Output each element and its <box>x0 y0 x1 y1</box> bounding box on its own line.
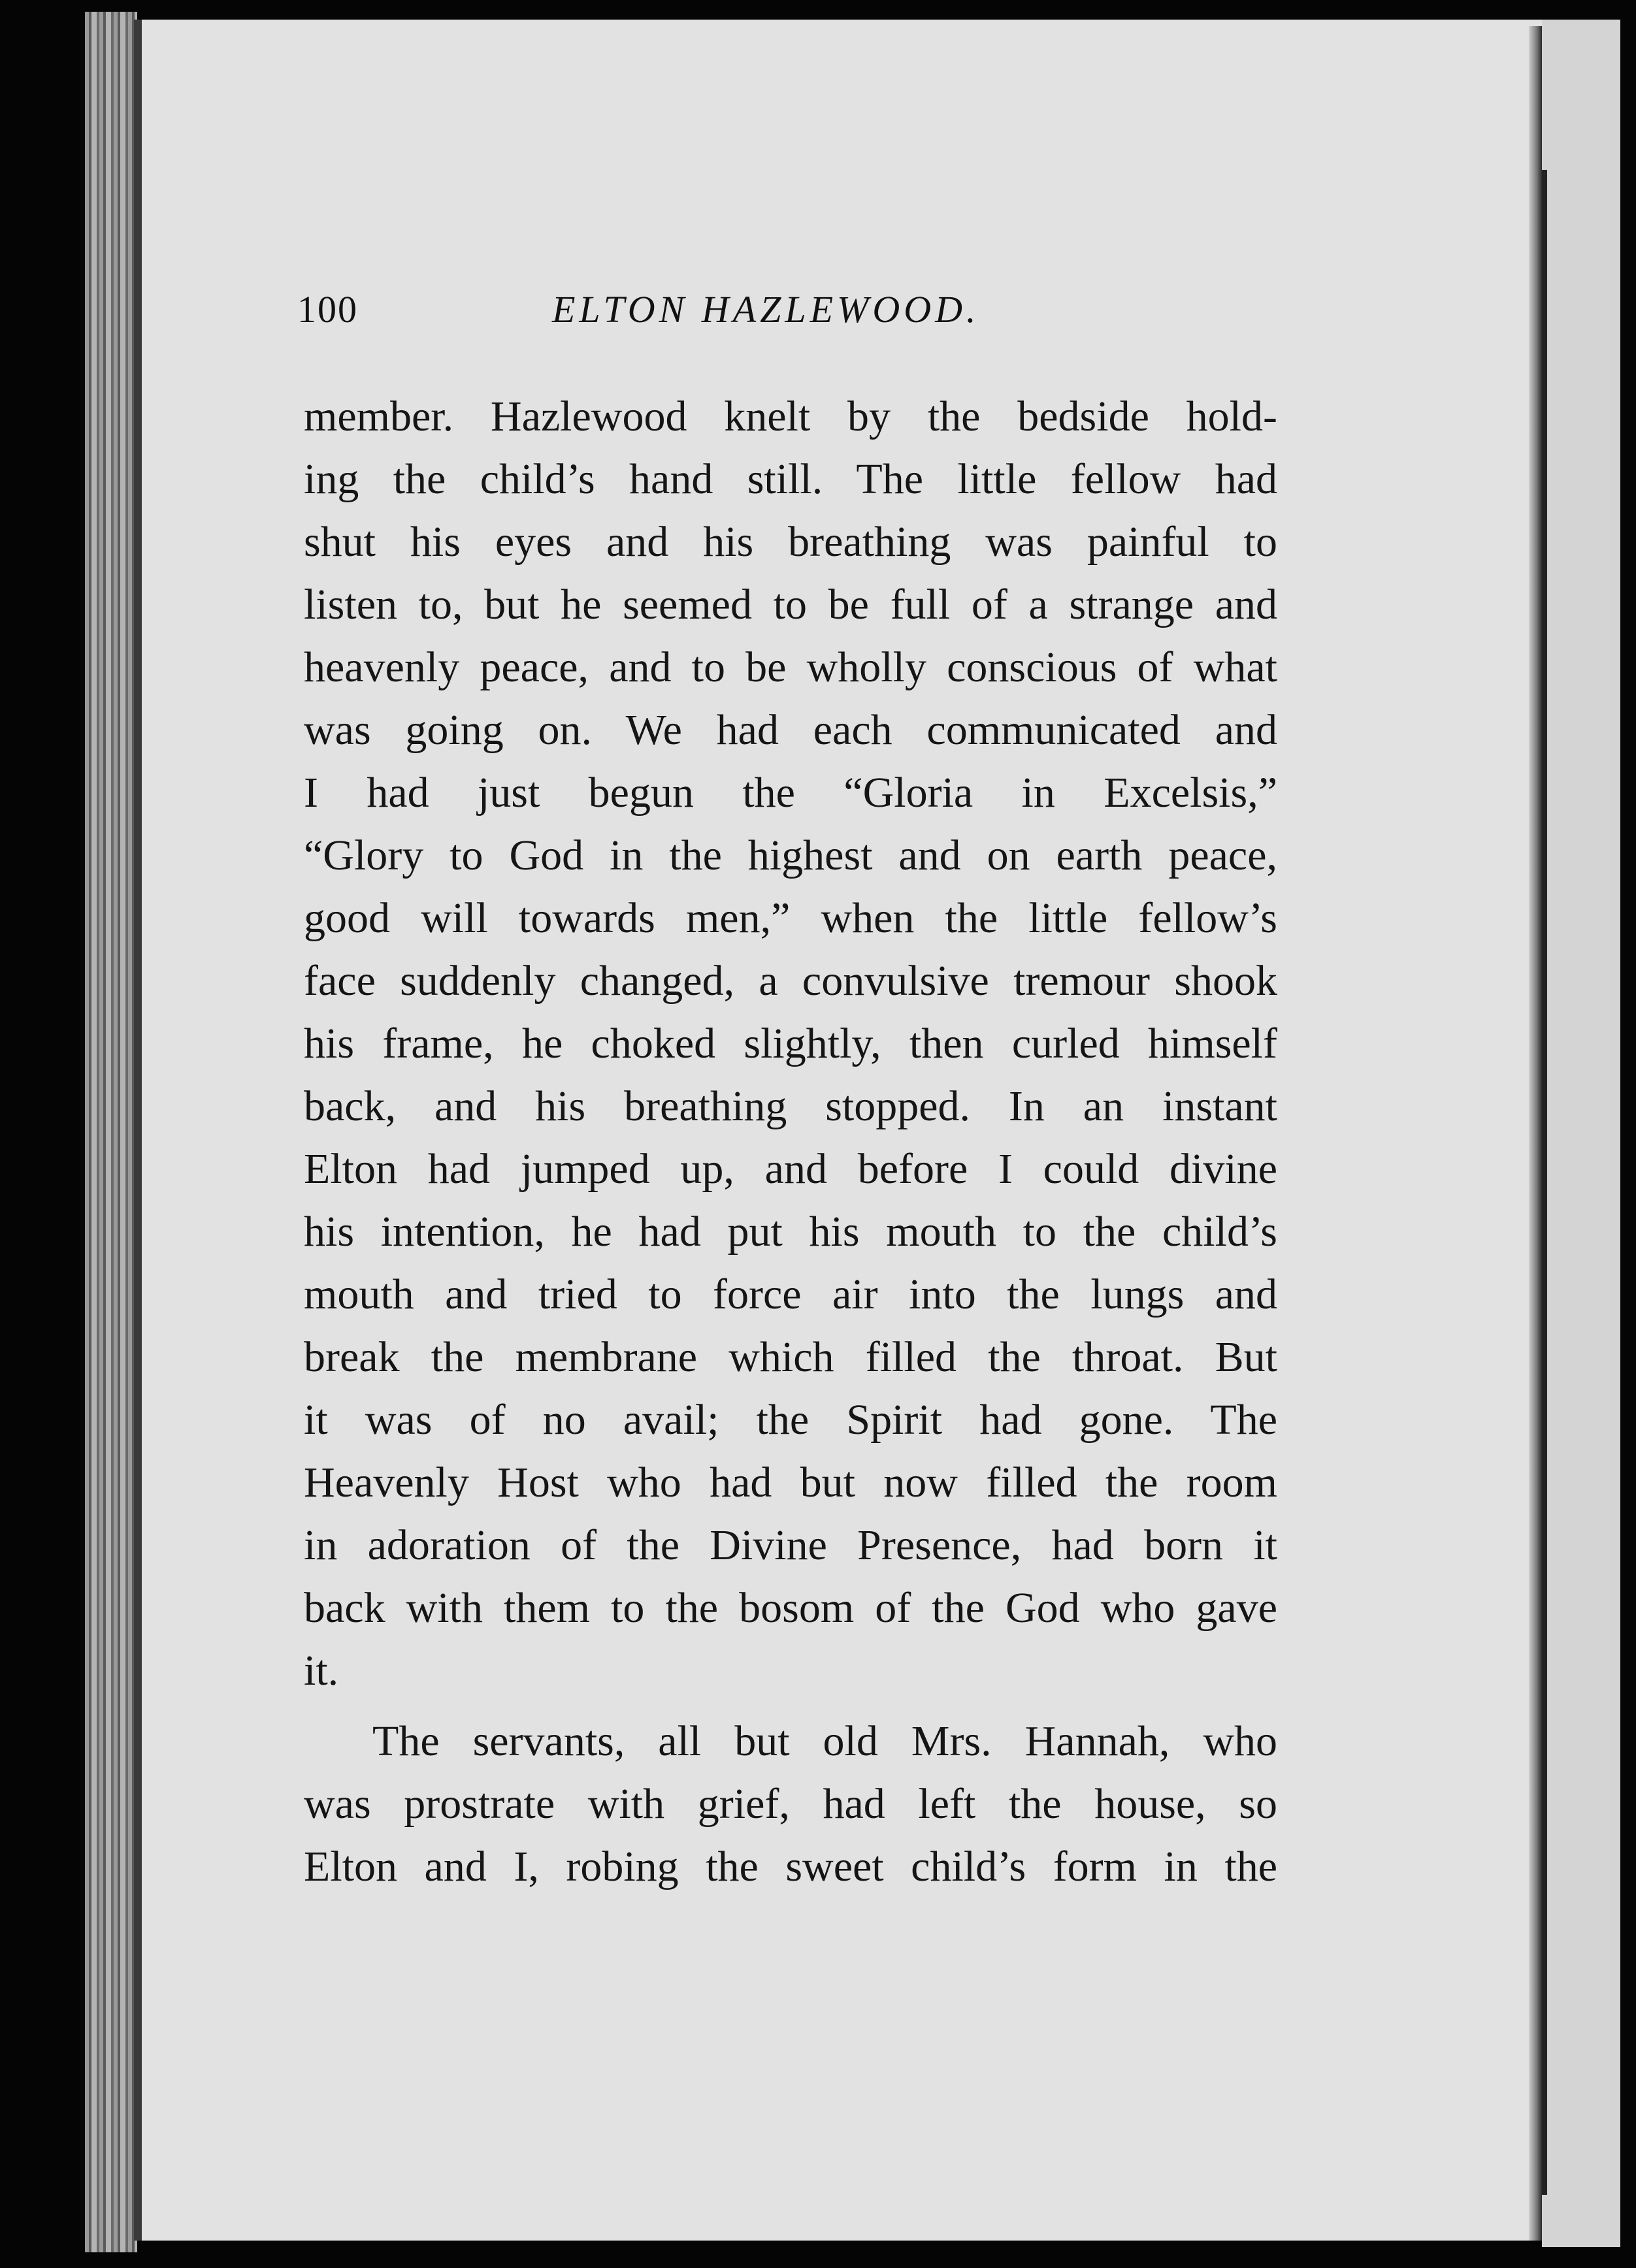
text-line: “Glory to God in the highest and on earth peace, <box>304 832 1277 879</box>
text-line: ing the child’s hand still. The little fellow had <box>304 455 1277 503</box>
page-edge-shadow <box>134 20 142 2241</box>
text-line: break the membrane which filled the throat. But <box>304 1333 1277 1381</box>
text-line: good will towards men,” when the little fellow’s <box>304 894 1277 942</box>
text-line: I had just begun the “Gloria in Excelsis,” <box>304 769 1277 817</box>
text-line: Heavenly Host who had but now filled the room <box>304 1459 1277 1506</box>
text-line: Elton had jumped up, and before I could divine <box>304 1145 1277 1193</box>
text-line: shut his eyes and his breathing was painful to <box>304 518 1277 566</box>
text-line: member. Hazlewood knelt by the bedside hold- <box>304 393 1277 440</box>
text-line: in adoration of the Divine Presence, had born it <box>304 1521 1277 1569</box>
spine-line <box>1542 170 1547 2195</box>
text-line: it was of no avail; the Spirit had gone. The <box>304 1396 1277 1444</box>
text-line: was prostrate with grief, had left the house, so <box>304 1780 1277 1828</box>
paragraph-2 <box>304 1710 1277 1898</box>
gutter <box>1529 26 1542 2241</box>
page-edges <box>85 12 137 2252</box>
text-line: The servants, all but old Mrs. Hannah, who <box>372 1717 1277 1765</box>
paragraph-gap <box>304 1702 1277 1710</box>
text-line: was going on. We had each communicated and <box>304 706 1277 754</box>
text-line: mouth and tried to force air into the lungs and <box>304 1271 1277 1318</box>
page-number: 100 <box>297 288 358 331</box>
running-title: ELTON HAZLEWOOD. <box>552 288 980 331</box>
body-text <box>304 385 1277 1898</box>
text-line: it. <box>304 1647 339 1694</box>
text-line: his intention, he had put his mouth to the child’s <box>304 1208 1277 1256</box>
running-header <box>297 287 1277 340</box>
text-line: listen to, but he seemed to be full of a strange and <box>304 581 1277 628</box>
text-line: his frame, he choked slightly, then curled himself <box>304 1020 1277 1067</box>
text-line: face suddenly changed, a convulsive tremour shook <box>304 957 1277 1005</box>
text-line: Elton and I, robing the sweet child’s form in the <box>304 1843 1277 1890</box>
paragraph-1 <box>304 385 1277 1702</box>
text-line: back with them to the bosom of the God who gave <box>304 1584 1277 1632</box>
facing-page-edge <box>1542 20 1620 2247</box>
text-line: back, and his breathing stopped. In an instant <box>304 1082 1277 1130</box>
text-line: heavenly peace, and to be wholly conscious of what <box>304 643 1277 691</box>
